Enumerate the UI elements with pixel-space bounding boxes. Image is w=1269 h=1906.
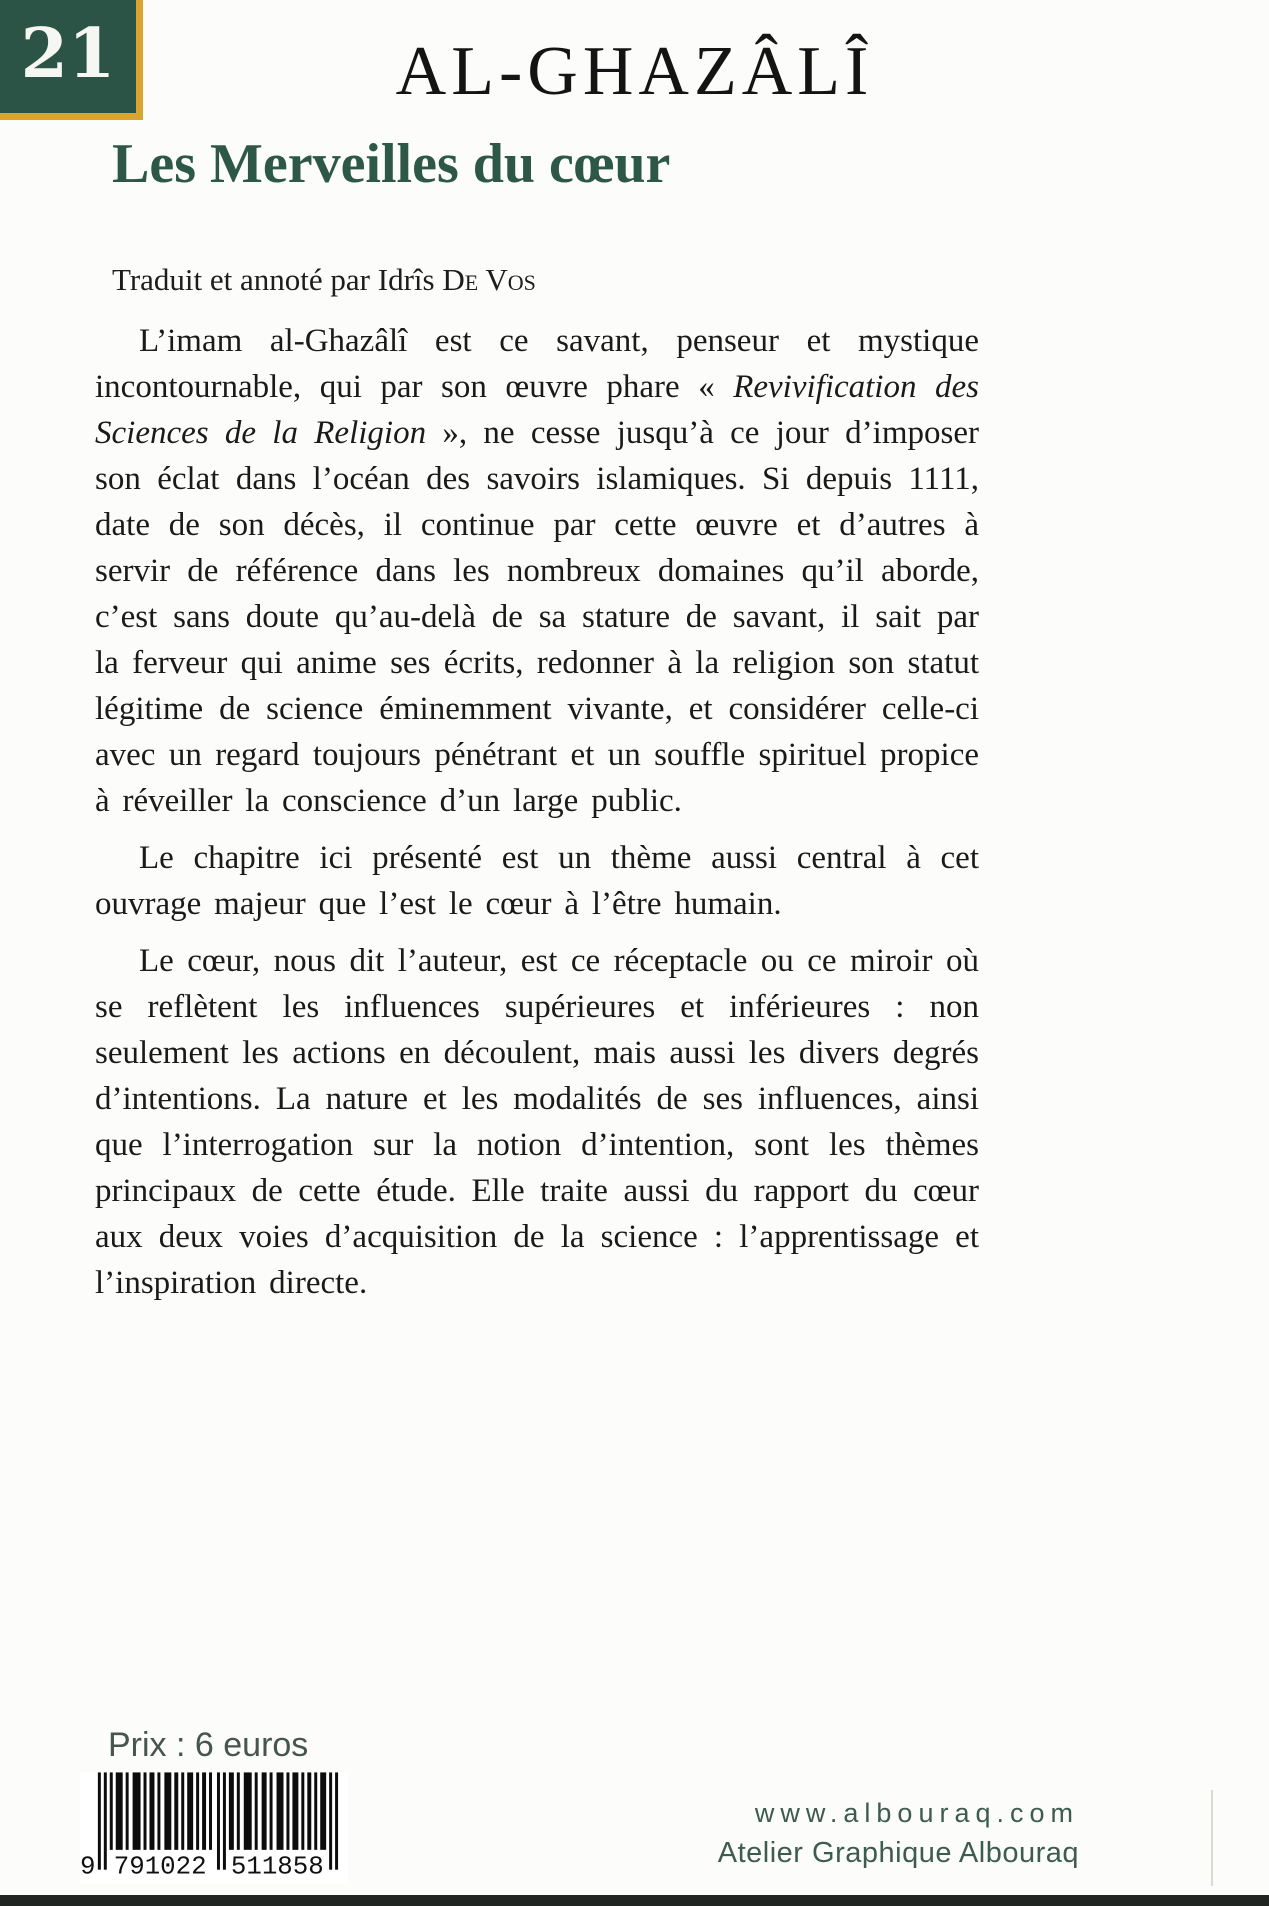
author-name: AL-GHAZÂLÎ — [395, 33, 874, 110]
publisher-website: www.albouraq.com — [754, 1798, 1079, 1828]
blurb-paragraph-1 — [95, 318, 979, 824]
blurb-p1-seg2: », ne cesse jusqu’à ce jour d’imposer son éclat dans l’océan des savoirs islamiques. Si depuis 1111, date de son décès, il continue par cette œuvre et d’autres à servir de référence dans les nombreux domaines qu’il aborde, c’est sans doute qu’au-delà de sa stature de savant, il sait par la ferveur qui anime ses écrits, redonner à la religion son statut légitime de science éminemment vivante, et considérer celle-ci avec un regard toujours pénétrant et un souffle spirituel propice à réveiller la conscience d’un large public. — [95, 415, 979, 819]
price-label: Prix : 6 euros — [108, 1726, 309, 1764]
blurb-paragraph-3: Le cœur, nous dit l’auteur, est ce réceptacle ou ce miroir où se reflètent les influences supérieures et inférieures : non seulement les actions en découlent, mais aussi les divers degrés d’intentions. La nature et les modalités de ses influences, ainsi que l’interrogation sur la notion d’intention, sont les thèmes principaux de cette étude. Elle traite aussi du rapport du cœur aux deux voies d’acquisition de la science : l’apprentissage et l’inspiration directe. — [95, 943, 979, 1301]
blurb-p1-book-title-italic: Revivification des Sciences de la Religion — [95, 369, 979, 451]
scan-edge-line — [1211, 1790, 1213, 1886]
barcode-digits-group1: 791022 — [113, 1852, 207, 1882]
translator-byline — [112, 262, 536, 298]
barcode-digit-first: 9 — [80, 1852, 96, 1882]
back-cover-blurb — [95, 318, 979, 1317]
blurb-p1-seg1: L’imam al-Ghazâlî est ce savant, penseur et mystique incontournable, qui par son œuvre phare « — [95, 323, 979, 405]
barcode-digits-group2: 511858 — [230, 1852, 324, 1882]
translator-name: De Vos — [442, 262, 536, 297]
publisher-studio: Atelier Graphique Albouraq — [717, 1837, 1079, 1869]
book-title: Les Merveilles du cœur — [112, 133, 671, 195]
barcode — [80, 1772, 348, 1884]
collection-number: 21 — [20, 13, 116, 94]
barcode-bars — [80, 1772, 348, 1884]
byline-prefix: Traduit et annoté par Idrîs — [112, 262, 443, 297]
cover-bottom-edge — [0, 1895, 1269, 1906]
blurb-paragraph-2: Le chapitre ici présenté est un thème aussi central à cet ouvrage majeur que l’est le cœur à l’être humain. — [95, 840, 979, 922]
publisher-block — [718, 1798, 1079, 1870]
